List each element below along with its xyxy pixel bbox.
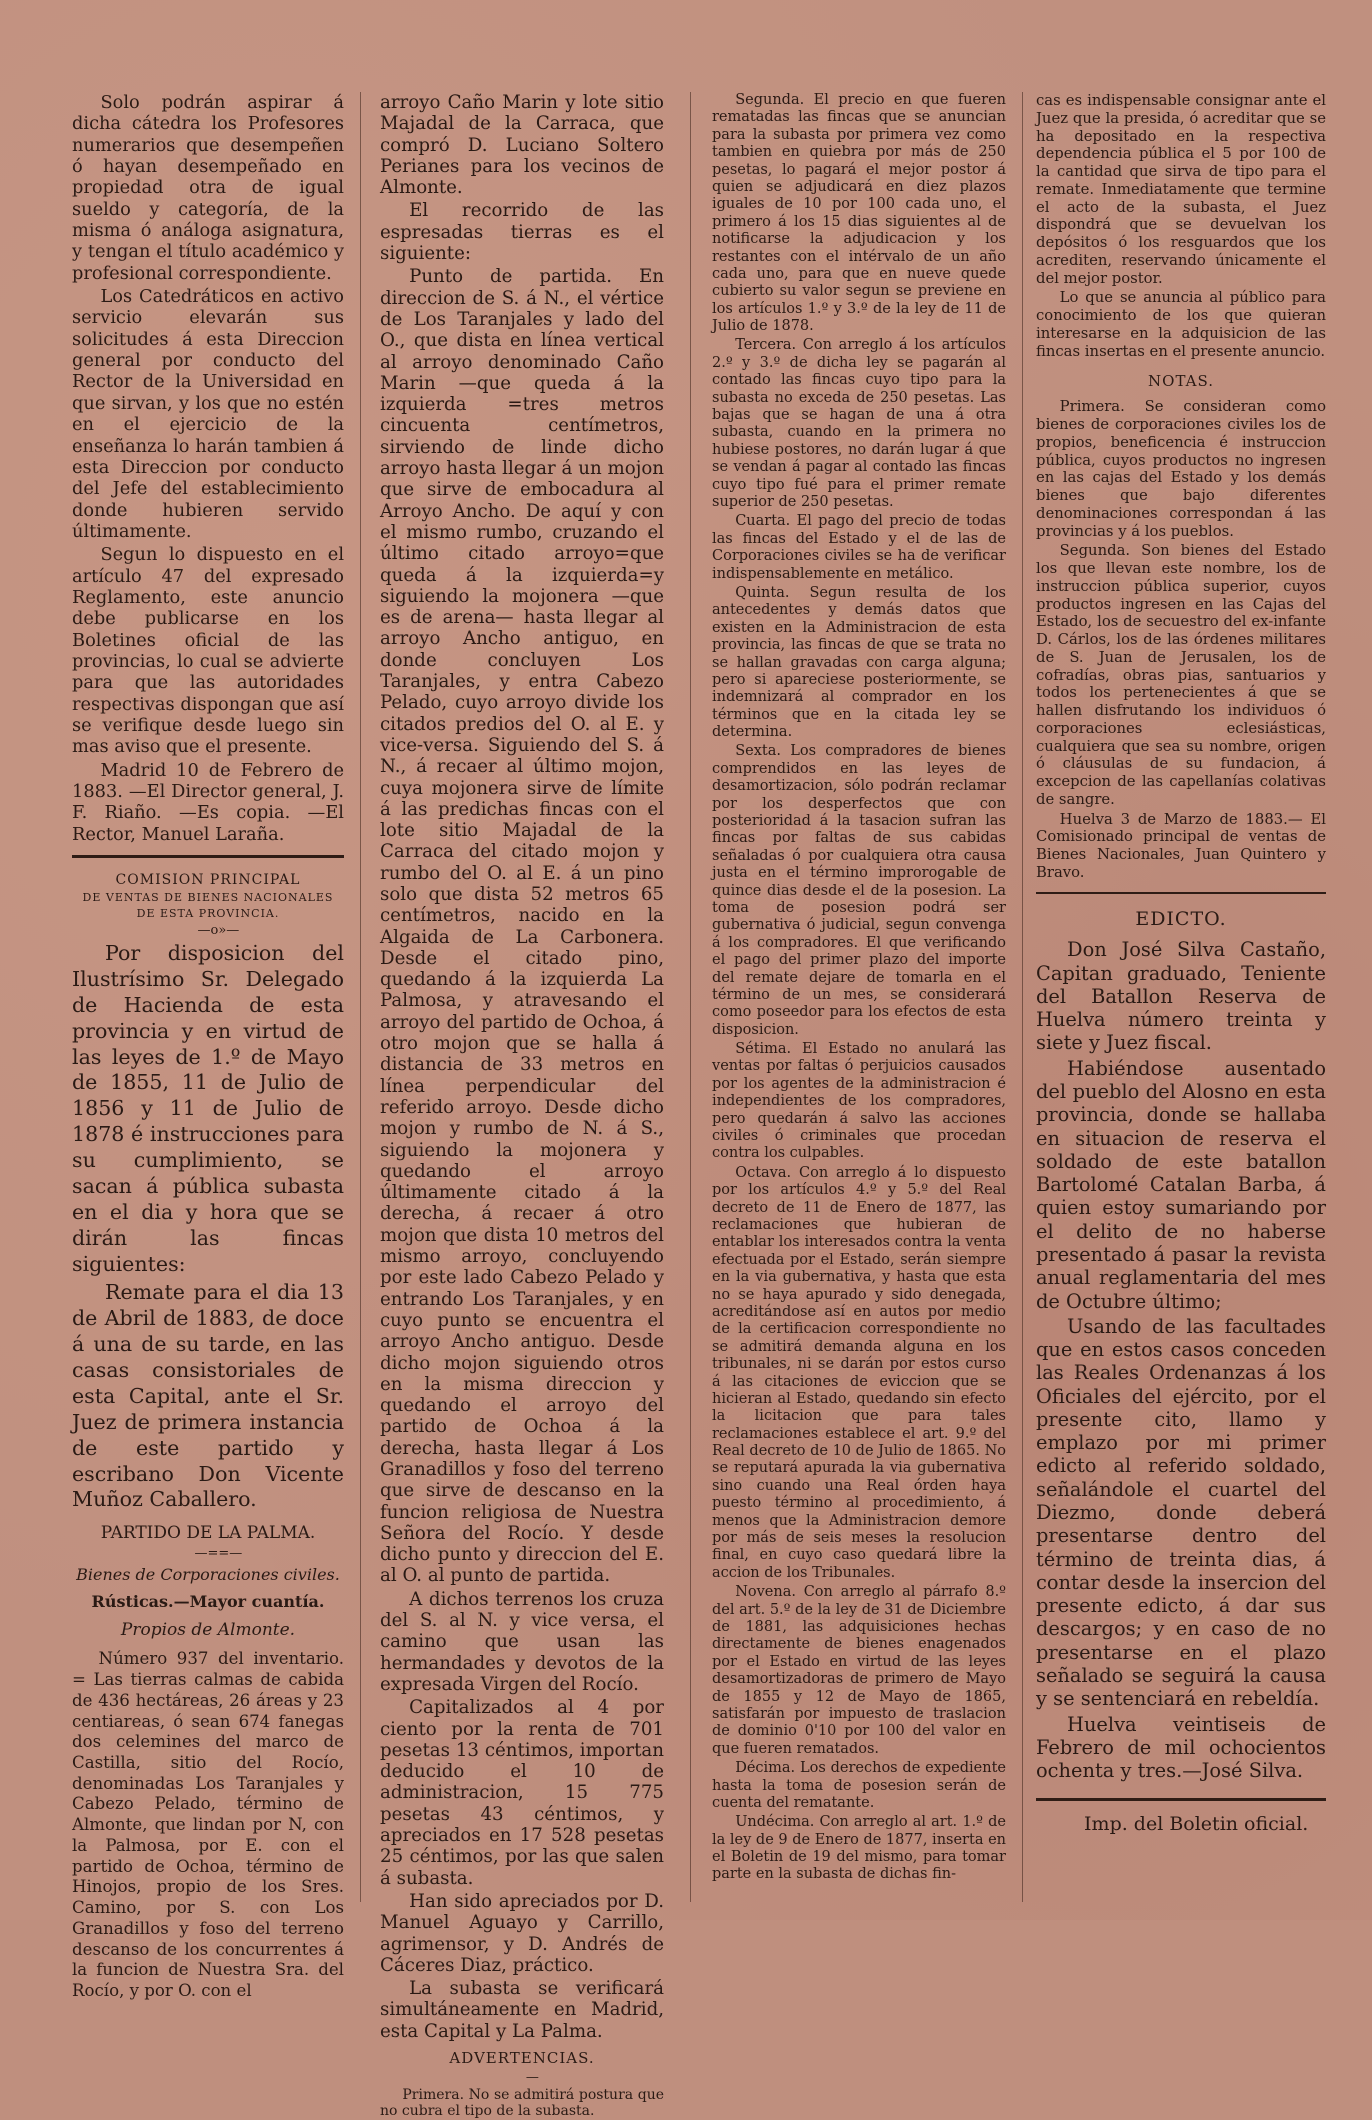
edict-paragraph: Usando de las facultades que en estos casos conceden las Reales Ordenanzas á los Oficiales del ejército, por el presente cito, llamo y emplazo por mi primer edicto al referido soldado, señalándole el cuartel del Diezmo, donde deberá presentarse dentro del término de treinta dias, á contar desde la insercion del presente edicto, á dar sus descargos; y en caso de no presentarse en el plazo señalado se seguirá la causa y se sentenciará en rebeldía. bbox=[1036, 1314, 1326, 1711]
announcement-paragraph: Remate para el dia 13 de Abril de 1883, de doce á una de su tarde, en las casas consistoriales de esta Capital, ante el Sr. Juez de primera instancia de este partido y escribano Don Vicente Muñoz Caballero. bbox=[72, 1279, 344, 1512]
edict-paragraph: Don José Silva Castaño, Capitan graduado, Teniente del Batallon Reserva de Huelva número treinta y siete y Juez fiscal. bbox=[1036, 938, 1326, 1055]
paragraph: Los Catedráticos en activo servicio elevarán sus solicitudes á esta Direccion general por conducto del Rector de la Universidad en que sirvan, y los que no estén en el ejercicio de la enseñanza lo harán tambien á esta Direccion por conducto del Jefe del establecimiento donde hubieren servido últimamente. bbox=[72, 286, 344, 542]
signature-paragraph: Madrid 10 de Febrero de 1883. —El Director general, J. F. Riaño. —Es copia. —El Rector, Manuel Laraña. bbox=[72, 759, 344, 845]
printer-imprint: Imp. del Boletin oficial. bbox=[1084, 1813, 1309, 1836]
column-divider bbox=[690, 92, 691, 1902]
paragraph: Lo que se anuncia al público para conocimiento de los que quieran interesarse en la adquisicion de las fincas insertas en el presente anuncio. bbox=[1036, 289, 1326, 360]
section-rule bbox=[1036, 892, 1326, 894]
paragraph: Solo podrán aspirar á dicha cátedra los Profesores numerarios que desempeñen ó hayan desempeñado en propiedad otra de igual sueldo y categoría, de la misma ó análoga asignatura, y tengan el título académico y profesional correspondiente. bbox=[72, 92, 344, 284]
edict-heading: EDICTO. bbox=[1135, 907, 1227, 930]
edict-paragraph: Habiéndose ausentado del pueblo del Alosno en esta provincia, donde se hallaba en situacion de reserva el soldado de este batallon Bartolomé Catalan Barba, á quien estoy sumariando por el delito de no haberse presentado á pasar la revista anual reglamentaria del mes de Octubre último; bbox=[1036, 1056, 1326, 1313]
paragraph: Segunda. El precio en que fueren rematadas las fincas que se anuncian para la subasta por primera vez como tambien en quiebra por más de 250 pesetas, lo pagará el mejor postor á quien se adjudicará en diez plazos iguales de 10 por 100 cada uno, el primero á los 15 dias siguientes al de notificarse la adjudicacion y los restantes con el intérvalo de un año cada uno, para que en nueve quede cubierto su valor segun se previene en los artículos 1.º y 3.º de la ley de 11 de Julio de 1878. bbox=[712, 92, 1006, 335]
section-heading: NOTAS. bbox=[1148, 372, 1214, 391]
column-4 bbox=[1036, 92, 1326, 1907]
paragraph: Punto de partida. En direccion de S. á N., el vértice de Los Taranjales y lado del O., que dista en línea vertical al arroyo denominado Caño Marin —que queda á la izquierda =tres metros cincuenta centímetros, sirviendo de linde dicho arroyo hasta llegar á un mojon que sirve de embocadura al Arroyo Ancho. De aquí y con el mismo rumbo, cruzando el último citado arroyo=que queda á la izquierda=y siguiendo la mojonera —que es de arena— hasta llegar al arroyo Ancho antiguo, en donde concluyen Los Taranjales, y entra Cabezo Pelado, cuyo arroyo divide los citados predios del O. al E. y vice-versa. Siguiendo del S. á N., á recaer al último mojon, cuya mojonera sirve de límite á las predichas fincas con el lote sitio Majadal de la Carraca del citado mojon y rumbo del O. al E. á un pino solo que dista 52 metros 65 centímetros, nacido en la Algaida de La Carbonera. Desde el citado pino, quedando á la izquierda La Palmosa, y atravesando el arroyo del partido de Ochoa, á otro mojon que se halla á distancia de 33 metros en línea perpendicular del referido arroyo. Desde dicho mojon y rumbo de N. á S., siguiendo la mojonera y quedando el arroyo últimamente citado á la derecha, á recaer á otro mojon que dista 10 metros del mismo arroyo, concluyendo por este lado Cabezo Pelado y entrando Los Taranjales, y en cuyo punto se encuentra el arroyo Ancho antiguo. Desde dicho mojon siguiendo otros en la misma direccion y quedando el arroyo del partido de Ochoa á la derecha, hasta llegar á Los Granadillos y foso del terreno que sirve de descanso en la funcion religiosa de Nuestra Señora del Rocío. Y desde dicho punto y direccion del E. al O. al punto de partida. bbox=[380, 266, 664, 1587]
section-subheading: DE ESTA PROVINCIA. bbox=[136, 907, 280, 921]
paragraph: Capitalizados al 4 por ciento por la renta de 701 pesetas 13 céntimos, importan deducido el 10 de administracion, 15 775 pesetas 43 céntimos, y apreciados en 17 528 pesetas 25 céntimos, por las que salen á subasta. bbox=[380, 1697, 664, 1889]
section-heading: COMISION PRINCIPAL bbox=[115, 872, 301, 889]
paragraph: La subasta se verificará simultáneamente en Madrid, esta Capital y La Palma. bbox=[380, 1978, 664, 2042]
paragraph: Segun lo dispuesto en el artículo 47 del expresado Reglamento, este anuncio debe publicarse en los Boletines oficial de las provincias, lo cual se advierte para que las autoridades respectivas dispongan que así se verifique desde luego sin mas aviso que el presente. bbox=[72, 544, 344, 758]
paragraph: Octava. Con arreglo á lo dispuesto por los artículos 4.º y 5.º del Real decreto de 11 de Enero de 1877, las reclamaciones que hubieran de entablar los interesados contra la venta efectuada por el Estado, serán siempre en la via gubernativa, y hasta que esta no se haya apurado y sido denegada, acreditándose así en autos por medio de la certificacion correspondiente no se admitirá demanda alguna en los tribunales, ni se darán por estos curso á las citaciones de eviccion que se hicieran al Estado, quedando sin efecto la licitacion que para tales reclamaciones establece el art. 9.º del Real decreto de 10 de Julio de 1865. No se reputará apurada la via gubernativa sino cuando una Real órden haya puesto término al procedimiento, á menos que la Administracion demore por más de seis meses la resolucion final, en cuyo caso quedará libre la accion de los Tribunales. bbox=[712, 1164, 1006, 1581]
paragraph: Sexta. Los compradores de bienes comprendidos en las leyes de desamortizacion, sólo podrán reclamar por los desperfectos que con posterioridad á la tasacion sufran las fincas por faltas de sus cabidas señaladas ó por cualquiera otra causa justa en el término improrogable de quince dias desde el de la posesion. La toma de posesion podrá ser gubernativa ó judicial, segun convenga á los compradores. El que verificando el pago del primer plazo del importe del remate dejare de tomarla en el término de un mes, se considerará como poseedor para los efectos de esta disposicion. bbox=[712, 743, 1006, 1038]
edict-signature: Huelva veintiseis de Febrero de mil ochocientos ochenta y tres.—José Silva. bbox=[1036, 1712, 1326, 1783]
paragraph: Novena. Con arreglo al párrafo 8.º del art. 5.º de la ley de 31 de Diciembre de 1881, las adquisiciones hechas directamente de bienes enagenados por el Estado en virtud de las leyes desamortizadoras de primero de Mayo de 1855 y 12 de Mayo de 1865, satisfarán por impuesto de traslacion de dominio 0'10 por 100 del valor en que fueren rematados. bbox=[712, 1584, 1006, 1757]
column-divider bbox=[1022, 92, 1023, 1902]
paragraph: arroyo Caño Marin y lote sitio Majadal de la Carraca, que compró D. Luciano Soltero Perianes para los vecinos de Almonte. bbox=[380, 92, 664, 199]
paragraph: El recorrido de las espresadas tierras es el siguiente: bbox=[380, 200, 664, 265]
paragraph: Décima. Los derechos de expediente hasta la toma de posesion serán de cuenta del rematante. bbox=[712, 1760, 1006, 1811]
signature-paragraph: Huelva 3 de Marzo de 1883.— El Comisionado principal de ventas de Bienes Nacionales, Juan Quintero y Bravo. bbox=[1036, 810, 1326, 881]
paragraph: Undécima. Con arreglo al art. 1.º de la ley de 9 de Enero de 1877, inserta en el Boletin de 19 del mismo, para tomar parte en la subasta de dichas fin- bbox=[712, 1814, 1006, 1883]
paragraph: cas es indispensable consignar ante el Juez que la presida, ó acreditar que se ha depositado en la respectiva dependencia pública el 5 por 100 de la cantidad que sirva de tipo para el remate. Inmediatamente que termine el acto de la subasta, el Juez dispondrá que se devuelvan los depósitos ó los resguardos que los acrediten, reservando únicamente el del mejor postor. bbox=[1036, 92, 1326, 287]
announcement-paragraph: Por disposicion del Ilustrísimo Sr. Delegado de Hacienda de esta provincia y en virtud de las leyes de 1.º de Mayo de 1855, 11 de Julio de 1856 y 11 de Julio de 1878 é instrucciones para su cumplimiento, se sacan á pública subasta en el dia y hora que se dirán las fincas siguientes: bbox=[72, 940, 344, 1276]
column-3 bbox=[712, 92, 1006, 1907]
ornament: —==— bbox=[194, 1546, 243, 1562]
section-rule bbox=[1036, 1798, 1326, 1801]
paragraph: Tercera. Con arreglo á los artículos 2.º y 3.º de dicha ley se pagarán al contado las fincas cuyo tipo para la subasta no exceda de 250 pesetas. Las bajas que se hagan de una á otra subasta, cuando en la primera no hubiese postores, no darán lugar á que se vendan á pagar al contado las fincas cuyo tipo fué para el primer remate superior de 250 pesetas. bbox=[712, 337, 1006, 510]
ornament: —o»— bbox=[197, 922, 240, 938]
paragraph: Han sido apreciados por D. Manuel Aguayo y Carrillo, agrimensor, y D. Andrés de Cáceres Diaz, práctico. bbox=[380, 1890, 664, 1976]
paragraph: Cuarta. El pago del precio de todas las fincas del Estado y el de las de Corporaciones civiles se ha de verificar indispensablemente en metálico. bbox=[712, 513, 1006, 582]
paragraph: Sétima. El Estado no anulará las ventas por faltas ó perjuicios causados por los agentes de la administracion é independientes de los compradores, pero quedarán á salvo las acciones civiles ó criminales que procedan contra los culpables. bbox=[712, 1041, 1006, 1162]
paragraph: Quinta. Segun resulta de los antecedentes y demás datos que existen en la Administracion de esta provincia, las fincas de que se trata no se hallan gravadas con carga alguna; pero si apareciese posteriormente, se indemnizará al comprador en los términos que en la citada ley se determina. bbox=[712, 584, 1006, 741]
section-heading: ADVERTENCIAS. bbox=[449, 2049, 595, 2068]
district-heading: PARTIDO DE LA PALMA. bbox=[100, 1523, 316, 1544]
category-heading: Propios de Almonte. bbox=[120, 1620, 296, 1641]
column-2 bbox=[380, 92, 664, 2120]
category-heading: Rústicas.—Mayor cuantía. bbox=[91, 1592, 325, 1612]
paragraph: A dichos terrenos los cruza del S. al N. y vice versa, el camino que usan las hermandades y devotos de la expresada Virgen del Rocío. bbox=[380, 1588, 664, 1695]
ornament: — bbox=[525, 2069, 539, 2085]
section-subheading: DE VENTAS DE BIENES NACIONALES bbox=[82, 891, 334, 905]
category-heading: Bienes de Corporaciones civiles. bbox=[76, 1564, 340, 1584]
column-1 bbox=[72, 92, 344, 2001]
paragraph: Primera. No se admitirá postura que no cubra el tipo de la subasta. bbox=[380, 2086, 664, 2120]
column-divider bbox=[360, 92, 361, 1902]
paragraph: Primera. Se consideran como bienes de corporaciones civiles los de propios, beneficencia é instruccion pública, cuyos productos no ingresen en las cajas del Estado y los demás bienes que bajo diferentes denominaciones correspondan á las provincias y á los pueblos. bbox=[1036, 398, 1326, 540]
section-rule bbox=[72, 855, 344, 858]
inventory-paragraph: Número 937 del inventario. = Las tierras calmas de cabida de 436 hectáreas, 26 áreas y 23 centiareas, ó sean 674 fanegas dos celemines del marco de Castilla, sitio del Rocío, denominadas Los Taranjales y Cabezo Pelado, término de Almonte, que lindan por N, con la Palmosa, por E. con el partido de Ochoa, término de Hinojos, propio de los Sres. Camino, por S. con Los Granadillos y foso del terreno descanso de los concurrentes á la funcion de Nuestra Sra. del Rocío, y por O. con el bbox=[72, 1649, 344, 2001]
paragraph: Segunda. Son bienes del Estado los que llevan este nombre, los de instruccion pública superior, cuyos productos ingresen en las Cajas del Estado, los de secuestro del ex-infante D. Cárlos, los de las órdenes militares de S. Juan de Jerusalen, los de cofradías, obras pias, santuarios y todos los pertenecientes á que se hallen disfrutando los individuos ó corporaciones eclesiásticas, cualquiera que sea su nombre, origen ó cláusulas de su fundacion, á excepcion de las capellanías colativas de sangre. bbox=[1036, 542, 1326, 808]
